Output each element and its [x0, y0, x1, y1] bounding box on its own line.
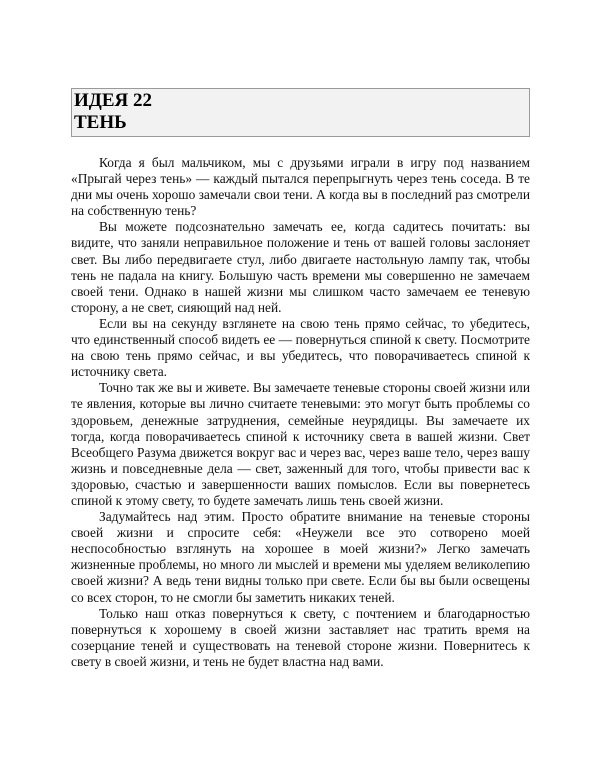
body-text — [71, 155, 530, 670]
chapter-number: ИДЕЯ 22 — [74, 90, 152, 111]
paragraph: Если вы на секунду взглянете на свою тень прямо сейчас, то убедитесь, что единственный способ видеть ее — повернуться спиной к свету. Посмотрите на свою тень прямо сейчас, и вы убедитесь, что поворачиваетесь спиной к источнику света. — [71, 315, 530, 380]
paragraph: Только наш отказ повернуться к свету, с почтением и благодарностью повернуться к хорошему в своей жизни заставляет нас тратить время на созерцание теней и существовать на теневой стороне жизни. Повернитесь к свету в своей жизни, и тень не будет властна над вами. — [71, 605, 530, 669]
paragraph: Вы можете подсознательно замечать ее, когда садитесь почитать: вы видите, что заняли неправильное положение и тень от вашей головы заслоняет свет. Вы либо передвигаете стул, либо двигаете настольную лампу так, чтобы тень не падала на книгу. Большую часть времени мы совершенно не замечаем своей тени. Однако в нашей жизни мы слишком часто замечаем ее теневую сторону, а не свет, сияющий над ней. — [71, 219, 530, 315]
paragraph: Когда я был мальчиком, мы с друзьями играли в игру под названием «Прыгай через тень» — каждый пытался перепрыгнуть через тень соседа. В те дни мы очень хорошо замечали свои тени. А когда вы в последний раз смотрели на собственную тень? — [71, 155, 530, 219]
paragraph: Точно так же вы и живете. Вы замечаете теневые стороны своей жизни или те явления, которые вы лично считаете теневыми: это могут быть проблемы со здоровьем, денежные затруднения, семейные неурядицы. Вы замечаете их тогда, когда поворачиваетесь спиной к источнику света в вашей жизни. Свет Всеобщего Разума движется вокруг вас и через вас, через ваше тело, через вашу жизнь и повседневные дела — свет, заженный для того, чтобы привести вас к здоровью, счастью и завершенности ваших помыслов. Если вы повернетесь спиной к этому свету, то будете замечать лишь тень своей жизни. — [71, 380, 530, 508]
chapter-header — [71, 88, 530, 137]
paragraph: Задумайтесь над этим. Просто обратите внимание на теневые стороны своей жизни и спросите себя: «Неужели все это сотворено моей неспособностью взглянуть на хорошее в моей жизни?» Легко замечать жизненные проблемы, но много ли мыслей и времени мы уделяем великолепию своей жизни? А ведь тени видны только при свете. Если бы вы были освещены со всех сторон, то не смогли бы заметить никаких теней. — [71, 509, 530, 605]
document-page — [71, 88, 530, 670]
chapter-title: ТЕНЬ — [74, 112, 127, 133]
